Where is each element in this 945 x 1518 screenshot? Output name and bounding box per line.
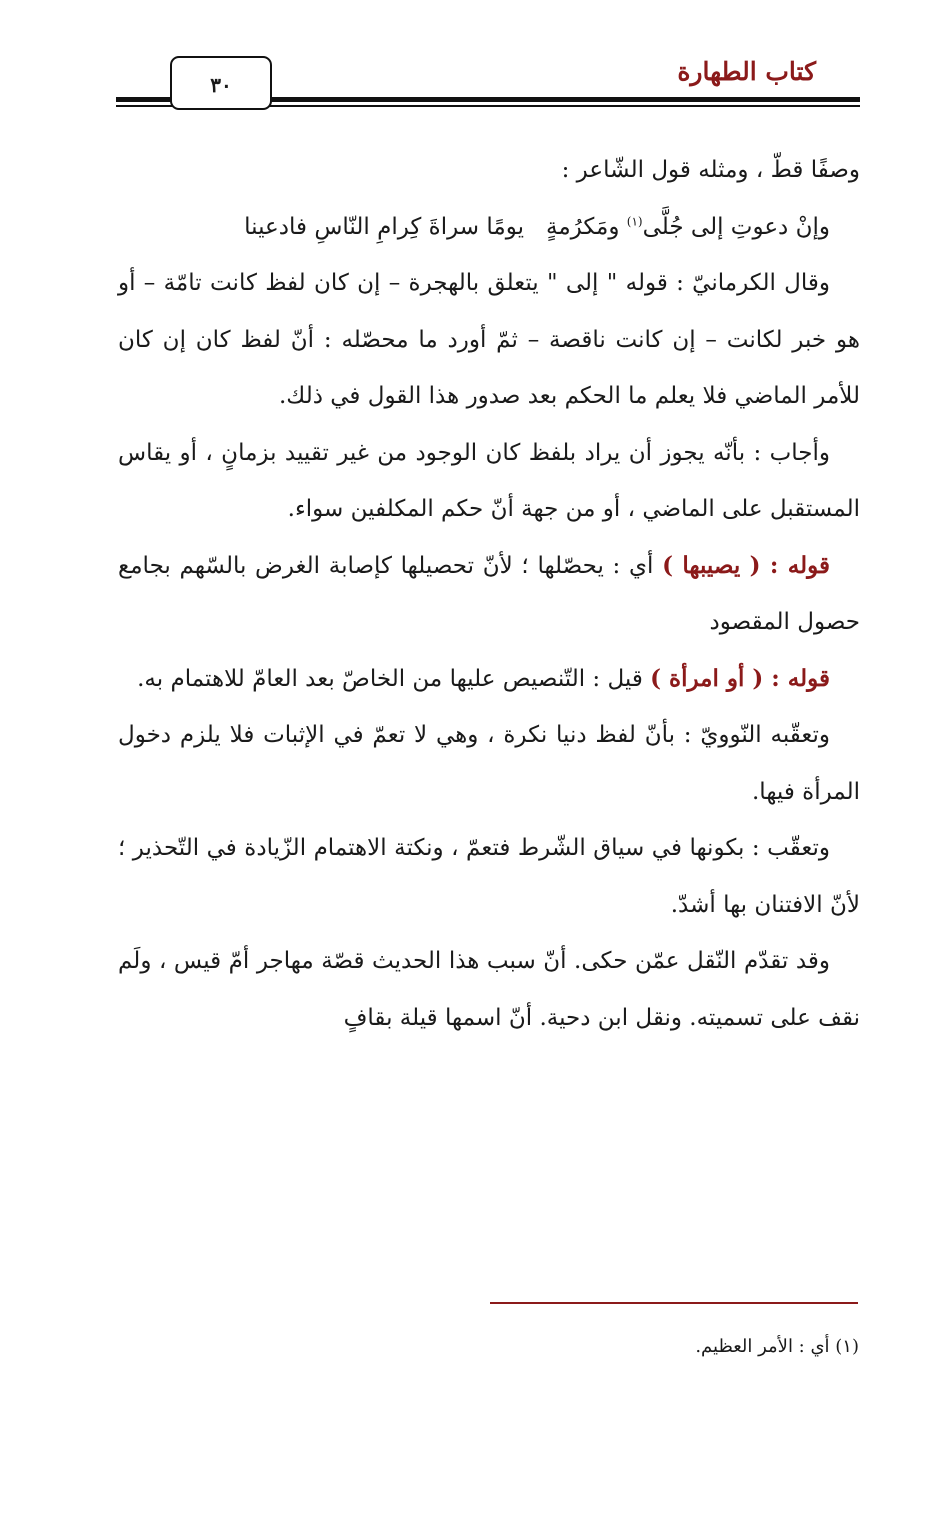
paragraph-text: قيل : التّنصيص عليها من الخاصّ بعد العامّ للاهتمام به. <box>137 665 651 692</box>
verse-second-hemistich: يومًا سراةَ كِرامِ النّاسِ فادعينا <box>244 213 524 240</box>
book-title: كتاب الطهارة <box>677 57 816 86</box>
footnote-text: (١) أي : الأمر العظيم. <box>695 1336 859 1357</box>
verse-text-a: وإنْ دعوتِ إلى جُلَّى <box>642 213 830 240</box>
footnote-reference: (١) <box>626 213 643 228</box>
paragraph-1: وصفًا قطّ ، ومثله قول الشّاعر : <box>561 157 860 183</box>
lemma-heading: قوله : ( يصيبها ) <box>662 551 830 579</box>
poetry-verse <box>118 199 860 256</box>
main-text <box>118 142 860 1046</box>
paragraph-response: وتعقّب : بكونها في سياق الشّرط فتعمّ ، ونكتة الاهتمام الزّيادة في التّحذير ؛ لأنّ الافتنان بها أشدّ. <box>118 835 860 918</box>
verse-text-b: ومَكرُمةٍ <box>545 213 627 240</box>
paragraph-answer: وأجاب : بأنّه يجوز أن يراد بلفظ كان الوجود من غير تقييد بزمانٍ ، أو يقاس المستقبل على الماضي ، أو من جهة أنّ حكم المكلفين سواء. <box>118 439 860 522</box>
paragraph-umm-qays: وقد تقدّم النّقل عمّن حكى. أنّ سبب هذا الحديث قصّة مهاجر أمّ قيس ، ولَم نقف على تسميته. ونقل ابن دحية. أنّ اسمها قيلة بقافٍ <box>118 948 860 1031</box>
page-number: ٣٠ <box>170 56 272 110</box>
paragraph-text: أي : يحصّلها ؛ لأنّ تحصيلها كإصابة الغرض بالسّهم بجامع حصول المقصود <box>118 552 860 635</box>
verse-first-hemistich <box>546 199 830 256</box>
paragraph-imraa <box>118 651 860 708</box>
paragraph-kirmani: وقال الكرمانيّ : قوله " إلى " يتعلق بالهجرة – إن كان لفظ كانت تامّة – أو هو خبر لكانت – إن كانت ناقصة – ثمّ أورد ما محصّله : أنّ لفظ كان إن كان للأمر الماضي فلا يعلم ما الحكم بعد صدور هذا القول في ذلك. <box>118 270 860 409</box>
page-header <box>116 52 860 112</box>
lemma-heading: قوله : ( أو امرأة ) <box>650 664 830 692</box>
footnote-divider <box>490 1302 858 1304</box>
paragraph-yusibuha <box>118 538 860 651</box>
paragraph-nawawi: وتعقّبه النّوويّ : بأنّ لفظ دنيا نكرة ، وهي لا تعمّ في الإثبات فلا يلزم دخول المرأة فيها. <box>118 722 860 805</box>
